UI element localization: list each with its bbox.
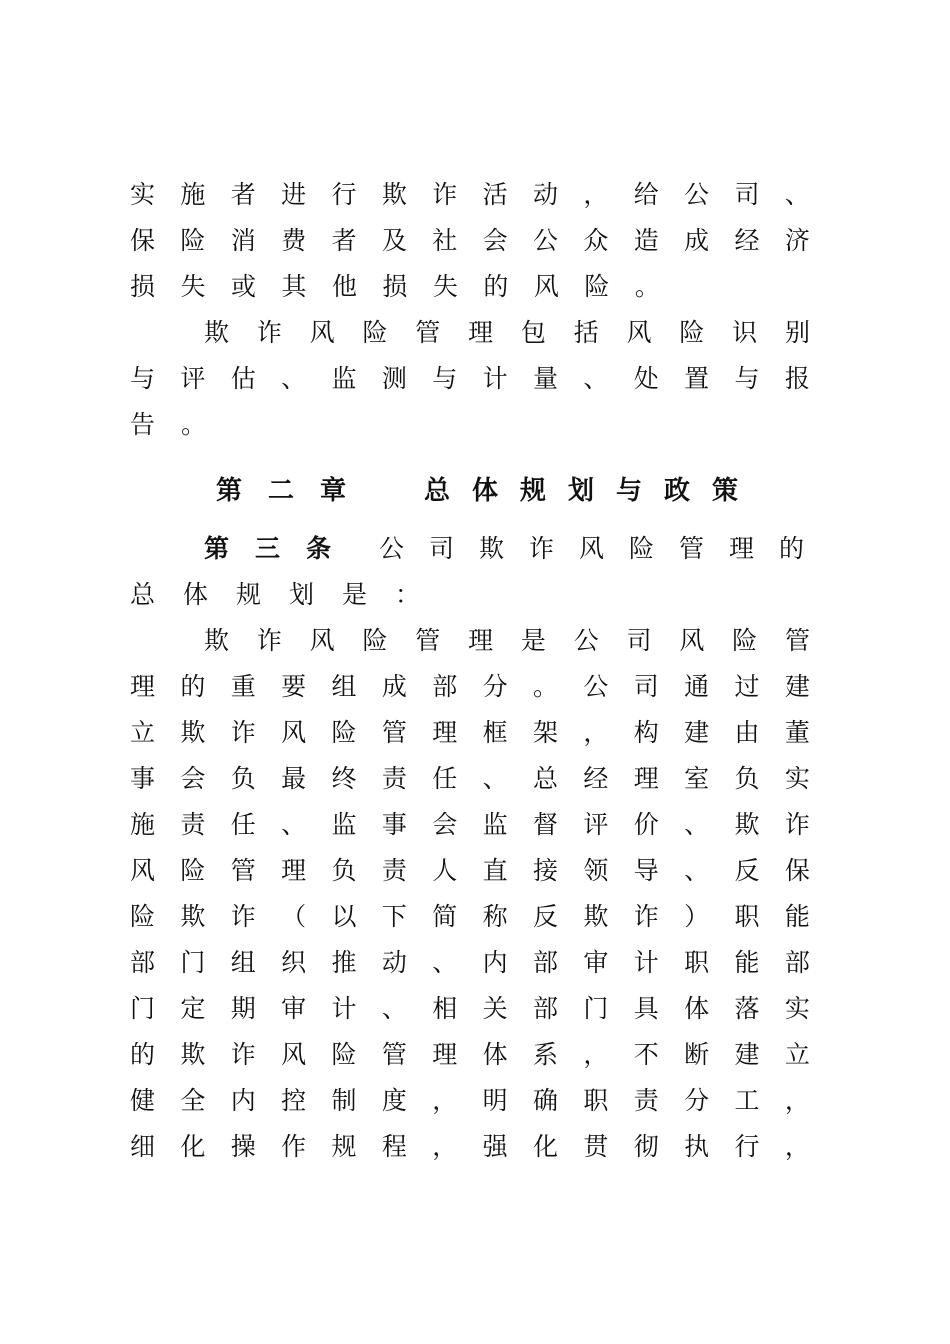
paragraph-line: 门 定 期 审 计 、 相 关 部 门 具 体 落 实: [130, 994, 810, 1023]
paragraph-line: 理 的 重 要 组 成 部 分 。 公 司 通 过 建: [130, 672, 810, 701]
article-text: 公司欺诈风险管理的: [379, 534, 830, 563]
paragraph-line: 立 欺 诈 风 险 管 理 框 架 ， 构 建 由 董: [130, 718, 810, 747]
paragraph-line: 细 化 操 作 规 程 ， 强 化 贯 彻 执 行 ，: [130, 1132, 810, 1161]
chapter-number: 第二章: [216, 476, 373, 506]
paragraph-line: 的 欺 诈 风 险 管 理 体 系 ， 不 断 建 立: [130, 1040, 810, 1069]
article-label: 第三条: [204, 534, 358, 563]
paragraph-line: 部 门 组 织 推 动 、 内 部 审 计 职 能 部: [130, 948, 810, 977]
paragraph-line: 告。: [130, 410, 233, 439]
paragraph-line: 欺 诈 风 险 管 理 是 公 司 风 险 管: [204, 626, 810, 655]
paragraph-line: 损 失 或 其 他 损 失 的 风 险 。: [130, 272, 660, 301]
paragraph-line: 与 评 估 、 监 测 与 计 量 、 处 置 与 报: [130, 364, 810, 393]
paragraph-line: 险 欺 诈 （ 以 下 简 称 反 欺 诈 ） 职 能: [130, 902, 810, 931]
paragraph-line: 实 施 者 进 行 欺 诈 活 动 ， 给 公 司 、: [130, 180, 810, 209]
article-second-line: 总体规划是：: [130, 580, 449, 609]
paragraph-line: 欺 诈 风 险 管 理 包 括 风 险 识 别: [204, 318, 810, 347]
chapter-heading: [216, 472, 761, 510]
paragraph-line: 事 会 负 最 终 责 任 、 总 经 理 室 负 实: [130, 764, 810, 793]
paragraph-line: 保 险 消 费 者 及 社 会 公 众 造 成 经 济: [130, 226, 810, 255]
chapter-title: 总体规划与政策: [424, 476, 761, 506]
paragraph-line: 施 责 任 、 监 事 会 监 督 评 价 、 欺 诈: [130, 810, 810, 839]
paragraph-line: 健 全 内 控 制 度 ， 明 确 职 责 分 工 ，: [130, 1086, 810, 1115]
paragraph-line: 风 险 管 理 负 责 人 直 接 领 导 、 反 保: [130, 856, 810, 885]
article-first-line: [204, 532, 830, 566]
